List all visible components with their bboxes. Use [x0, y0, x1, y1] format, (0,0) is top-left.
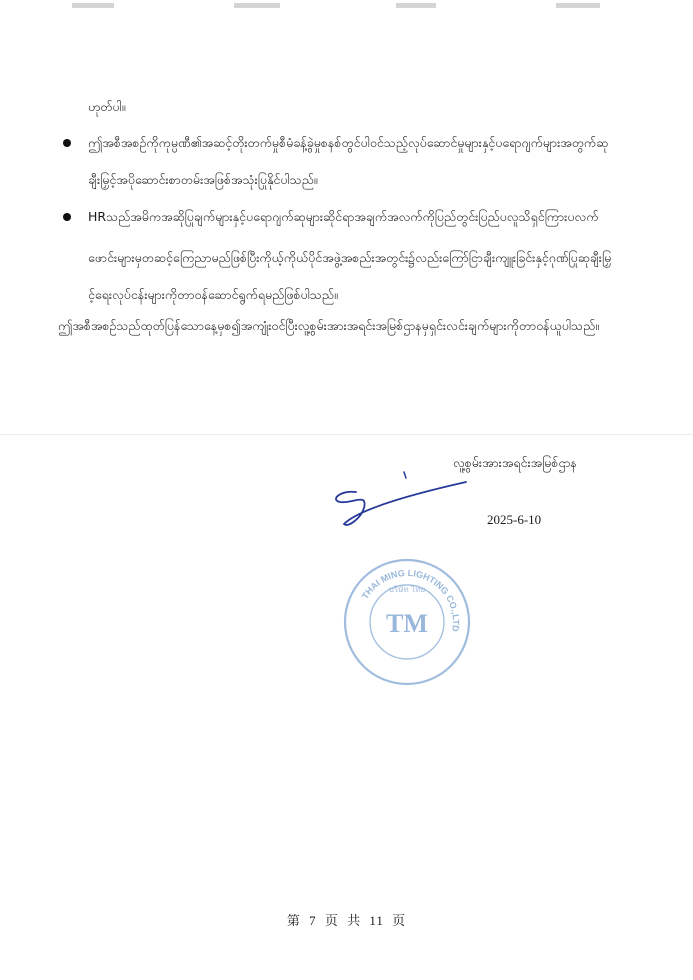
footer-ye: 页: [324, 913, 339, 928]
scan-mark: [556, 3, 600, 8]
seal-top-text: บริษัท ไทย: [388, 585, 426, 594]
paragraph-line: ဟုတ်ပါ။: [88, 99, 126, 114]
scan-artifacts: [0, 0, 693, 12]
paragraph-line: ချီးမြှင့်အပိုဆောင်းစာတမ်းအဖြစ်အသုံးပြုနိုင်ပါသည်။: [88, 172, 318, 187]
bullet-icon: [63, 213, 71, 221]
page-fold-divider: [0, 434, 693, 435]
handwritten-signature: [326, 468, 476, 528]
current-page-number: 7: [309, 913, 317, 928]
page-footer: [0, 910, 693, 929]
footer-ye: 页: [392, 913, 407, 928]
company-seal-icon: [341, 556, 473, 688]
total-page-count: 11: [369, 913, 384, 928]
closing-paragraph: ဤအစီအစဉ်သည်ထုတ်ပြန်သောနေ့မှစ၍အကျုံးဝင်ပြီးလူ့စွမ်းအားအရင်းအမြစ်ဌာနမှရှင်းလင်းချက်များကိုတာဝန်ယူပါသည်။: [58, 318, 600, 333]
scan-mark: [396, 3, 436, 8]
scan-mark: [234, 3, 280, 8]
seal-ring-text: THAI MING LIGHTING CO.,LTD: [359, 567, 462, 633]
paragraph-line: ဖောင်းများမှတဆင့်ကြေညာမည်ဖြစ်ပြီးကိုယ့်ကိုယ်ပိုင်အဖွဲ့အစည်းအတွင်း၌လည်းကြော်ငြာချီးကျူးခြင်းနှင့်ဂုဏ်ပြုဆုချီးမြှ: [88, 250, 612, 265]
seal-logo: TM: [386, 609, 428, 638]
footer-gong: 共: [347, 913, 362, 928]
scan-mark: [72, 3, 114, 8]
issuing-department: လူ့စွမ်းအားအရင်းအမြစ်ဌာန: [453, 455, 577, 470]
paragraph-line: ဤအစီအစဉ်ကိုကုမ္ပဏီ၏အဆင့်တိုးတက်မှုစီမံခန့်ခွဲမှုစနစ်တွင်ပါဝင်သည့်လုပ်ဆောင်မှုများနှင့်ပရောဂျက်များအတွက်ဆု: [88, 135, 609, 150]
signature-date: 2025-6-10: [487, 512, 542, 527]
paragraph-line: HRသည်အမိကအဆိုပြုချက်များနှင့်ပရောဂျက်ဆုများဆိုင်ရာအချက်အလက်ကိုပြည်တွင်းပြည်ပလူသိရှင်ကြားပလက်: [88, 209, 599, 224]
footer-di: 第: [286, 913, 301, 928]
paragraph-line: င့်ရေးလုပ်ငန်းများကိုတာဝန်ဆောင်ရွက်ရမည်ဖြစ်ပါသည်။: [88, 287, 338, 302]
bullet-icon: [63, 139, 71, 147]
